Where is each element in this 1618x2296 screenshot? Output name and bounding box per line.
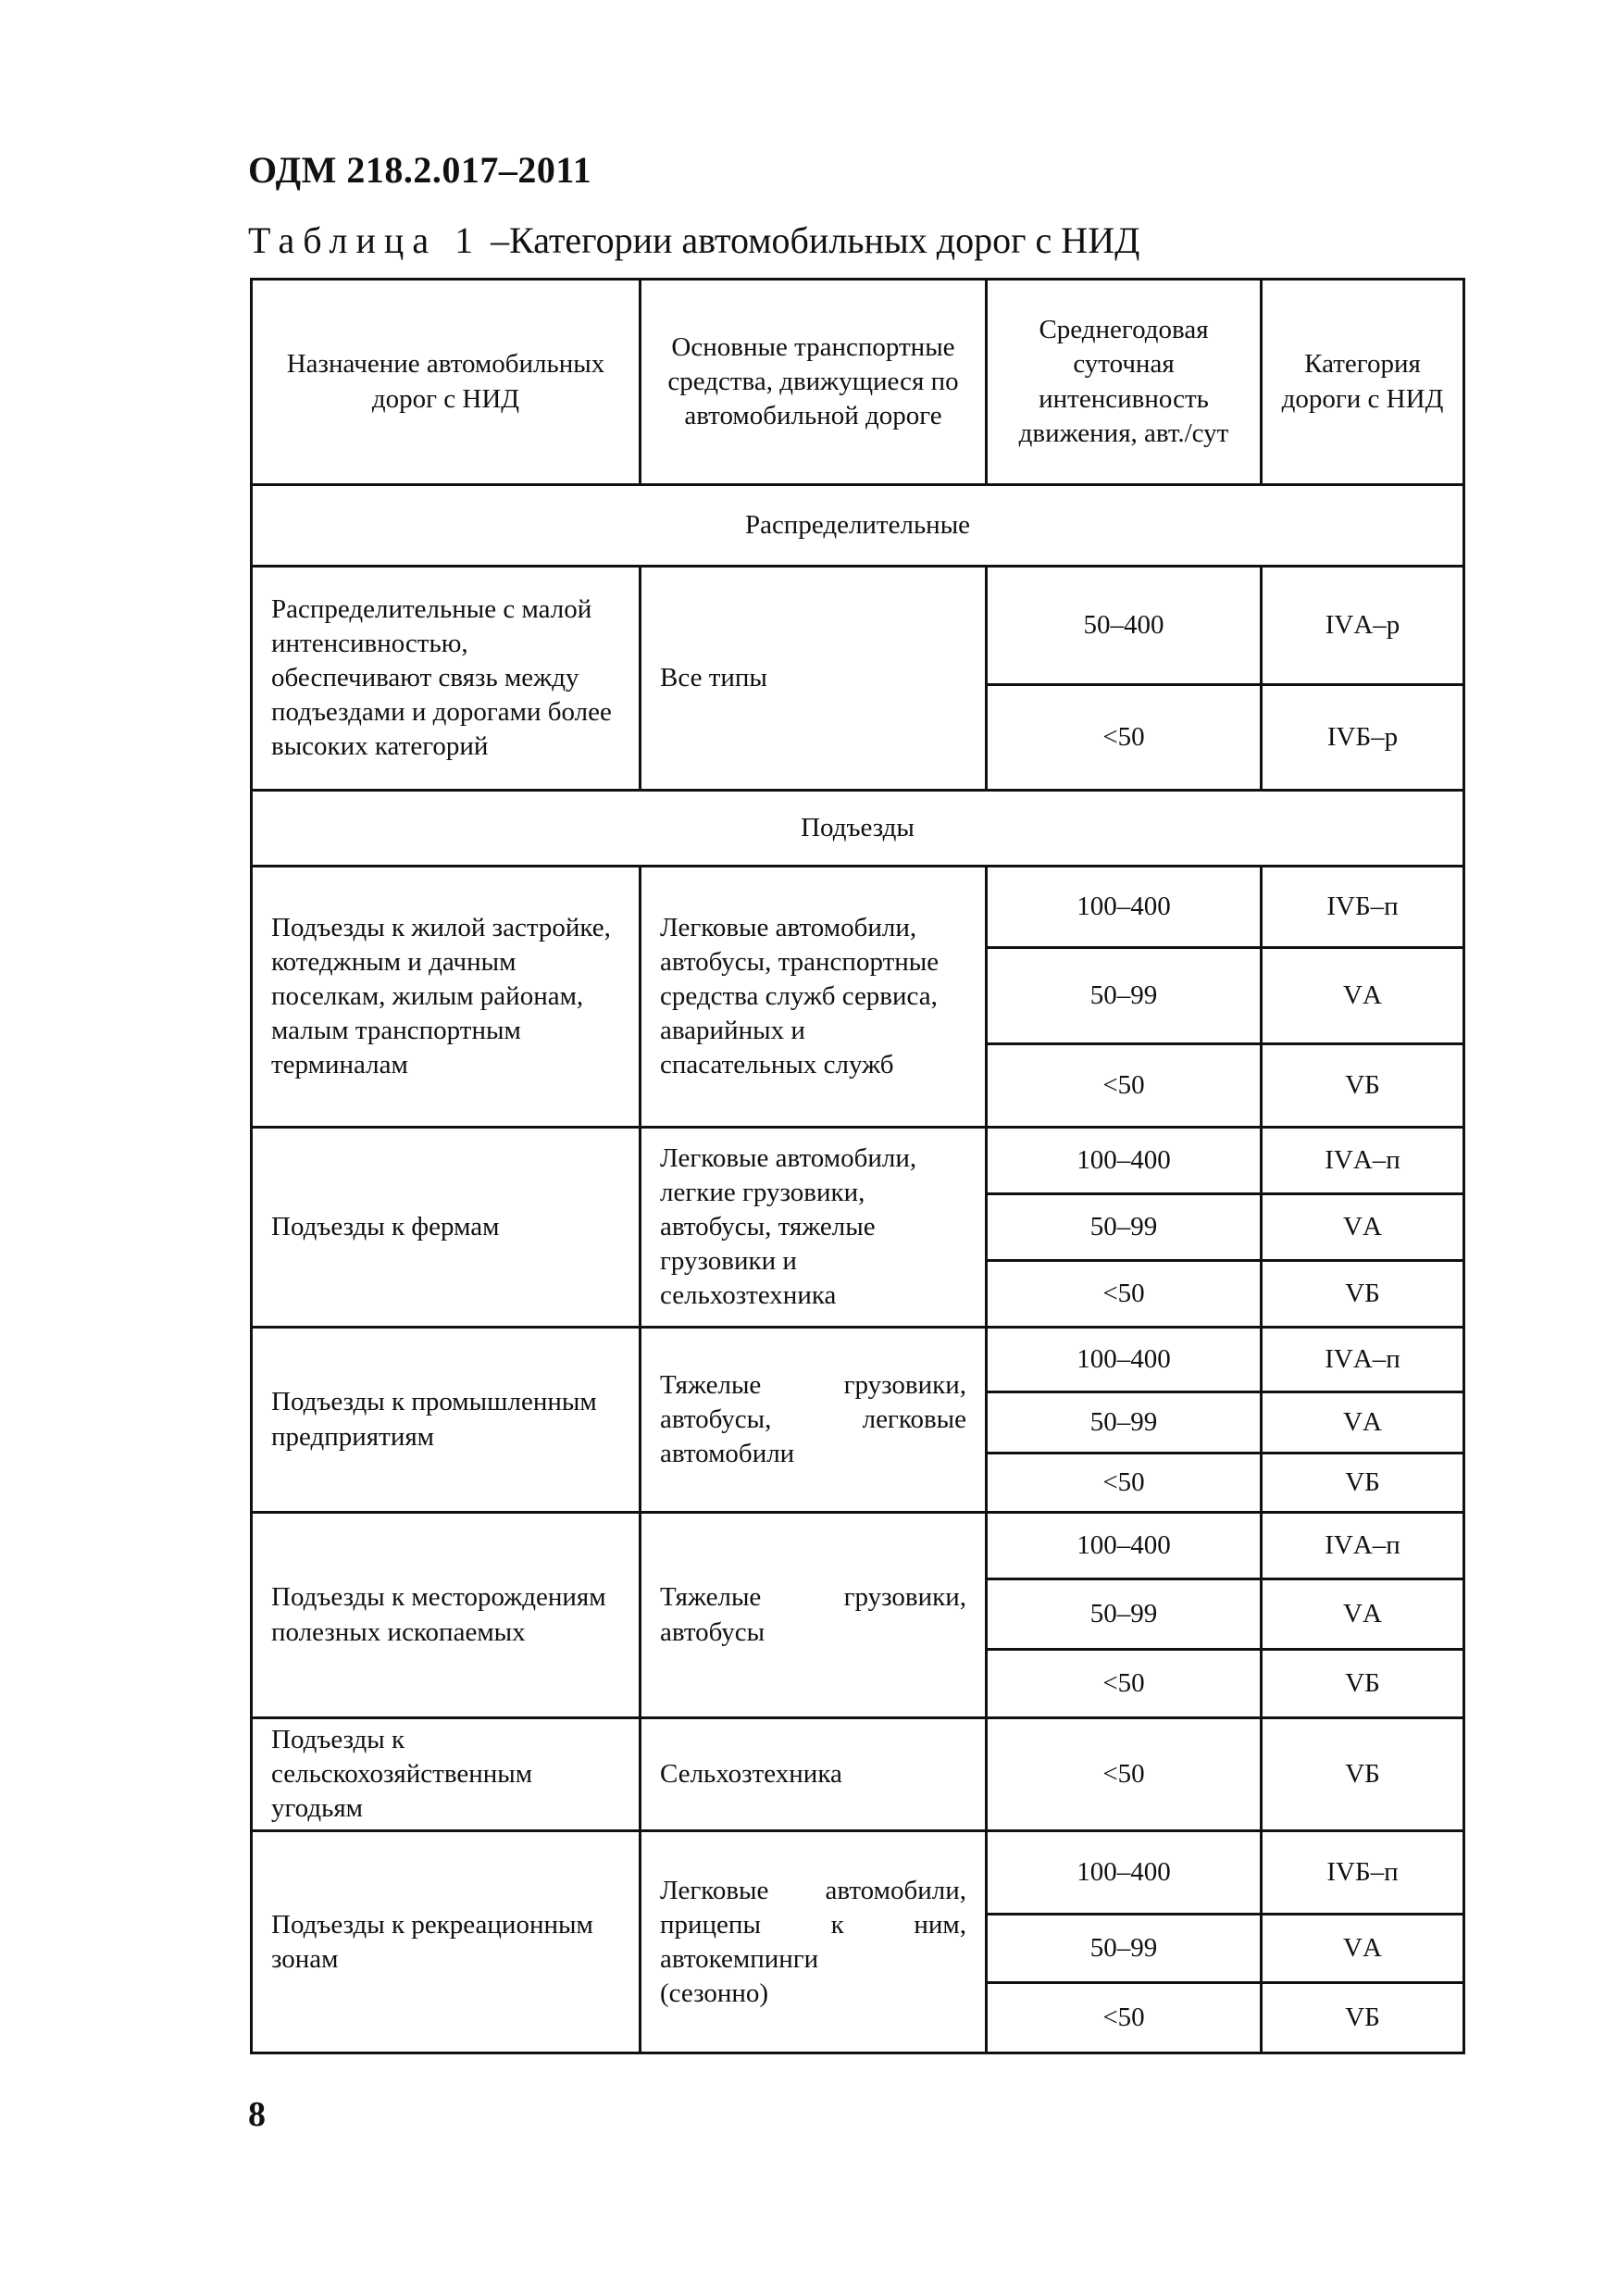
category-cell: VБ xyxy=(1262,1983,1464,2053)
intensity-cell: 50–400 xyxy=(987,567,1262,685)
section-title-approaches: Подъезды xyxy=(252,791,1464,867)
table-row xyxy=(252,1128,1464,1194)
vehicles-text-last-line: автобусы xyxy=(660,1616,765,1647)
purpose-cell: Подъезды к фермам xyxy=(252,1128,641,1328)
purpose-cell: Подъезды к рекреационным зонам xyxy=(252,1831,641,2053)
vehicles-text: Тяжелые грузовики, автобусы, легковые xyxy=(660,1369,966,1434)
vehicles-text-last-line: автомобили xyxy=(660,1439,795,1469)
intensity-cell: <50 xyxy=(987,1650,1262,1718)
vehicles-text: Тяжелые грузовики, xyxy=(660,1582,966,1613)
intensity-cell: <50 xyxy=(987,1454,1262,1513)
category-cell: IVА–п xyxy=(1262,1128,1464,1194)
category-cell: VА xyxy=(1262,1915,1464,1983)
purpose-cell: Подъезды к промышленным предприятиям xyxy=(252,1328,641,1513)
category-cell: VА xyxy=(1262,1392,1464,1454)
page-number: 8 xyxy=(248,2095,266,2134)
intensity-cell: <50 xyxy=(987,685,1262,791)
header-vehicles: Основные транспортные средства, движущиеся по автомобильной дороге xyxy=(641,280,987,485)
category-cell: VА xyxy=(1262,1579,1464,1650)
intensity-cell: 100–400 xyxy=(987,1513,1262,1579)
vehicles-cell: Легковые автомобили, легкие грузовики, автобусы, тяжелые грузовики и сельхозтехника xyxy=(641,1128,987,1328)
category-cell: VБ xyxy=(1262,1044,1464,1128)
category-cell: IVБ–п xyxy=(1262,867,1464,948)
purpose-cell: Распределительные с малой интенсивностью, обеспечивают связь между подъездами и дорогами более высоких категорий xyxy=(252,567,641,791)
table-header-row xyxy=(252,280,1464,485)
table-row xyxy=(252,1328,1464,1392)
document-code: ОДМ 218.2.017–2011 xyxy=(248,149,592,191)
purpose-cell: Подъезды к сельскохозяйственным угодьям xyxy=(252,1718,641,1831)
table-row xyxy=(252,1718,1464,1831)
vehicles-cell xyxy=(641,1831,987,2053)
category-cell: VА xyxy=(1262,948,1464,1044)
category-cell: IVА–р xyxy=(1262,567,1464,685)
vehicles-cell: Все типы xyxy=(641,567,987,791)
category-cell: VА xyxy=(1262,1194,1464,1261)
table-caption-label: Таблица 1 xyxy=(248,219,482,261)
category-cell: IVА–п xyxy=(1262,1513,1464,1579)
intensity-cell: <50 xyxy=(987,1044,1262,1128)
header-category: Категория дороги с НИД xyxy=(1262,280,1464,485)
section-row xyxy=(252,791,1464,867)
intensity-cell: 100–400 xyxy=(987,1831,1262,1915)
purpose-cell: Подъезды к месторождениям полезных ископаемых xyxy=(252,1513,641,1718)
intensity-cell: <50 xyxy=(987,1983,1262,2053)
table-caption xyxy=(248,218,1139,262)
intensity-cell: 50–99 xyxy=(987,1392,1262,1454)
intensity-cell: 100–400 xyxy=(987,1128,1262,1194)
category-cell: IVА–п xyxy=(1262,1328,1464,1392)
vehicles-text-last-line: (сезонно) xyxy=(660,1978,769,2008)
intensity-cell: 100–400 xyxy=(987,1328,1262,1392)
vehicles-cell: Легковые автомобили, автобусы, транспортные средства служб сервиса, аварийных и спасательных служб xyxy=(641,867,987,1128)
vehicles-cell xyxy=(641,1513,987,1718)
category-cell: VБ xyxy=(1262,1718,1464,1831)
intensity-cell: 50–99 xyxy=(987,948,1262,1044)
vehicles-cell xyxy=(641,1328,987,1513)
header-purpose: Назначение автомобильных дорог с НИД xyxy=(252,280,641,485)
category-cell: VБ xyxy=(1262,1454,1464,1513)
category-cell: IVБ–п xyxy=(1262,1831,1464,1915)
purpose-cell: Подъезды к жилой застройке, котеджным и дачным поселкам, жилым районам, малым транспортным терминалам xyxy=(252,867,641,1128)
intensity-cell: 100–400 xyxy=(987,867,1262,948)
section-row xyxy=(252,485,1464,567)
vehicles-text: Легковые автомобили, прицепы к ним, автокемпинги xyxy=(660,1875,966,1974)
intensity-cell: 50–99 xyxy=(987,1194,1262,1261)
intensity-cell: <50 xyxy=(987,1718,1262,1831)
table-caption-text: –Категории автомобильных дорог с НИД xyxy=(481,219,1140,261)
category-cell: VБ xyxy=(1262,1261,1464,1328)
section-title-distribution: Распределительные xyxy=(252,485,1464,567)
road-categories-table xyxy=(250,278,1465,2054)
category-cell: VБ xyxy=(1262,1650,1464,1718)
table-row xyxy=(252,1513,1464,1579)
vehicles-cell: Сельхозтехника xyxy=(641,1718,987,1831)
table-row xyxy=(252,567,1464,685)
intensity-cell: 50–99 xyxy=(987,1915,1262,1983)
intensity-cell: 50–99 xyxy=(987,1579,1262,1650)
category-cell: IVБ–р xyxy=(1262,685,1464,791)
table-row xyxy=(252,867,1464,948)
intensity-cell: <50 xyxy=(987,1261,1262,1328)
table-row xyxy=(252,1831,1464,1915)
header-intensity: Среднегодовая суточная интенсивность движения, авт./сут xyxy=(987,280,1262,485)
